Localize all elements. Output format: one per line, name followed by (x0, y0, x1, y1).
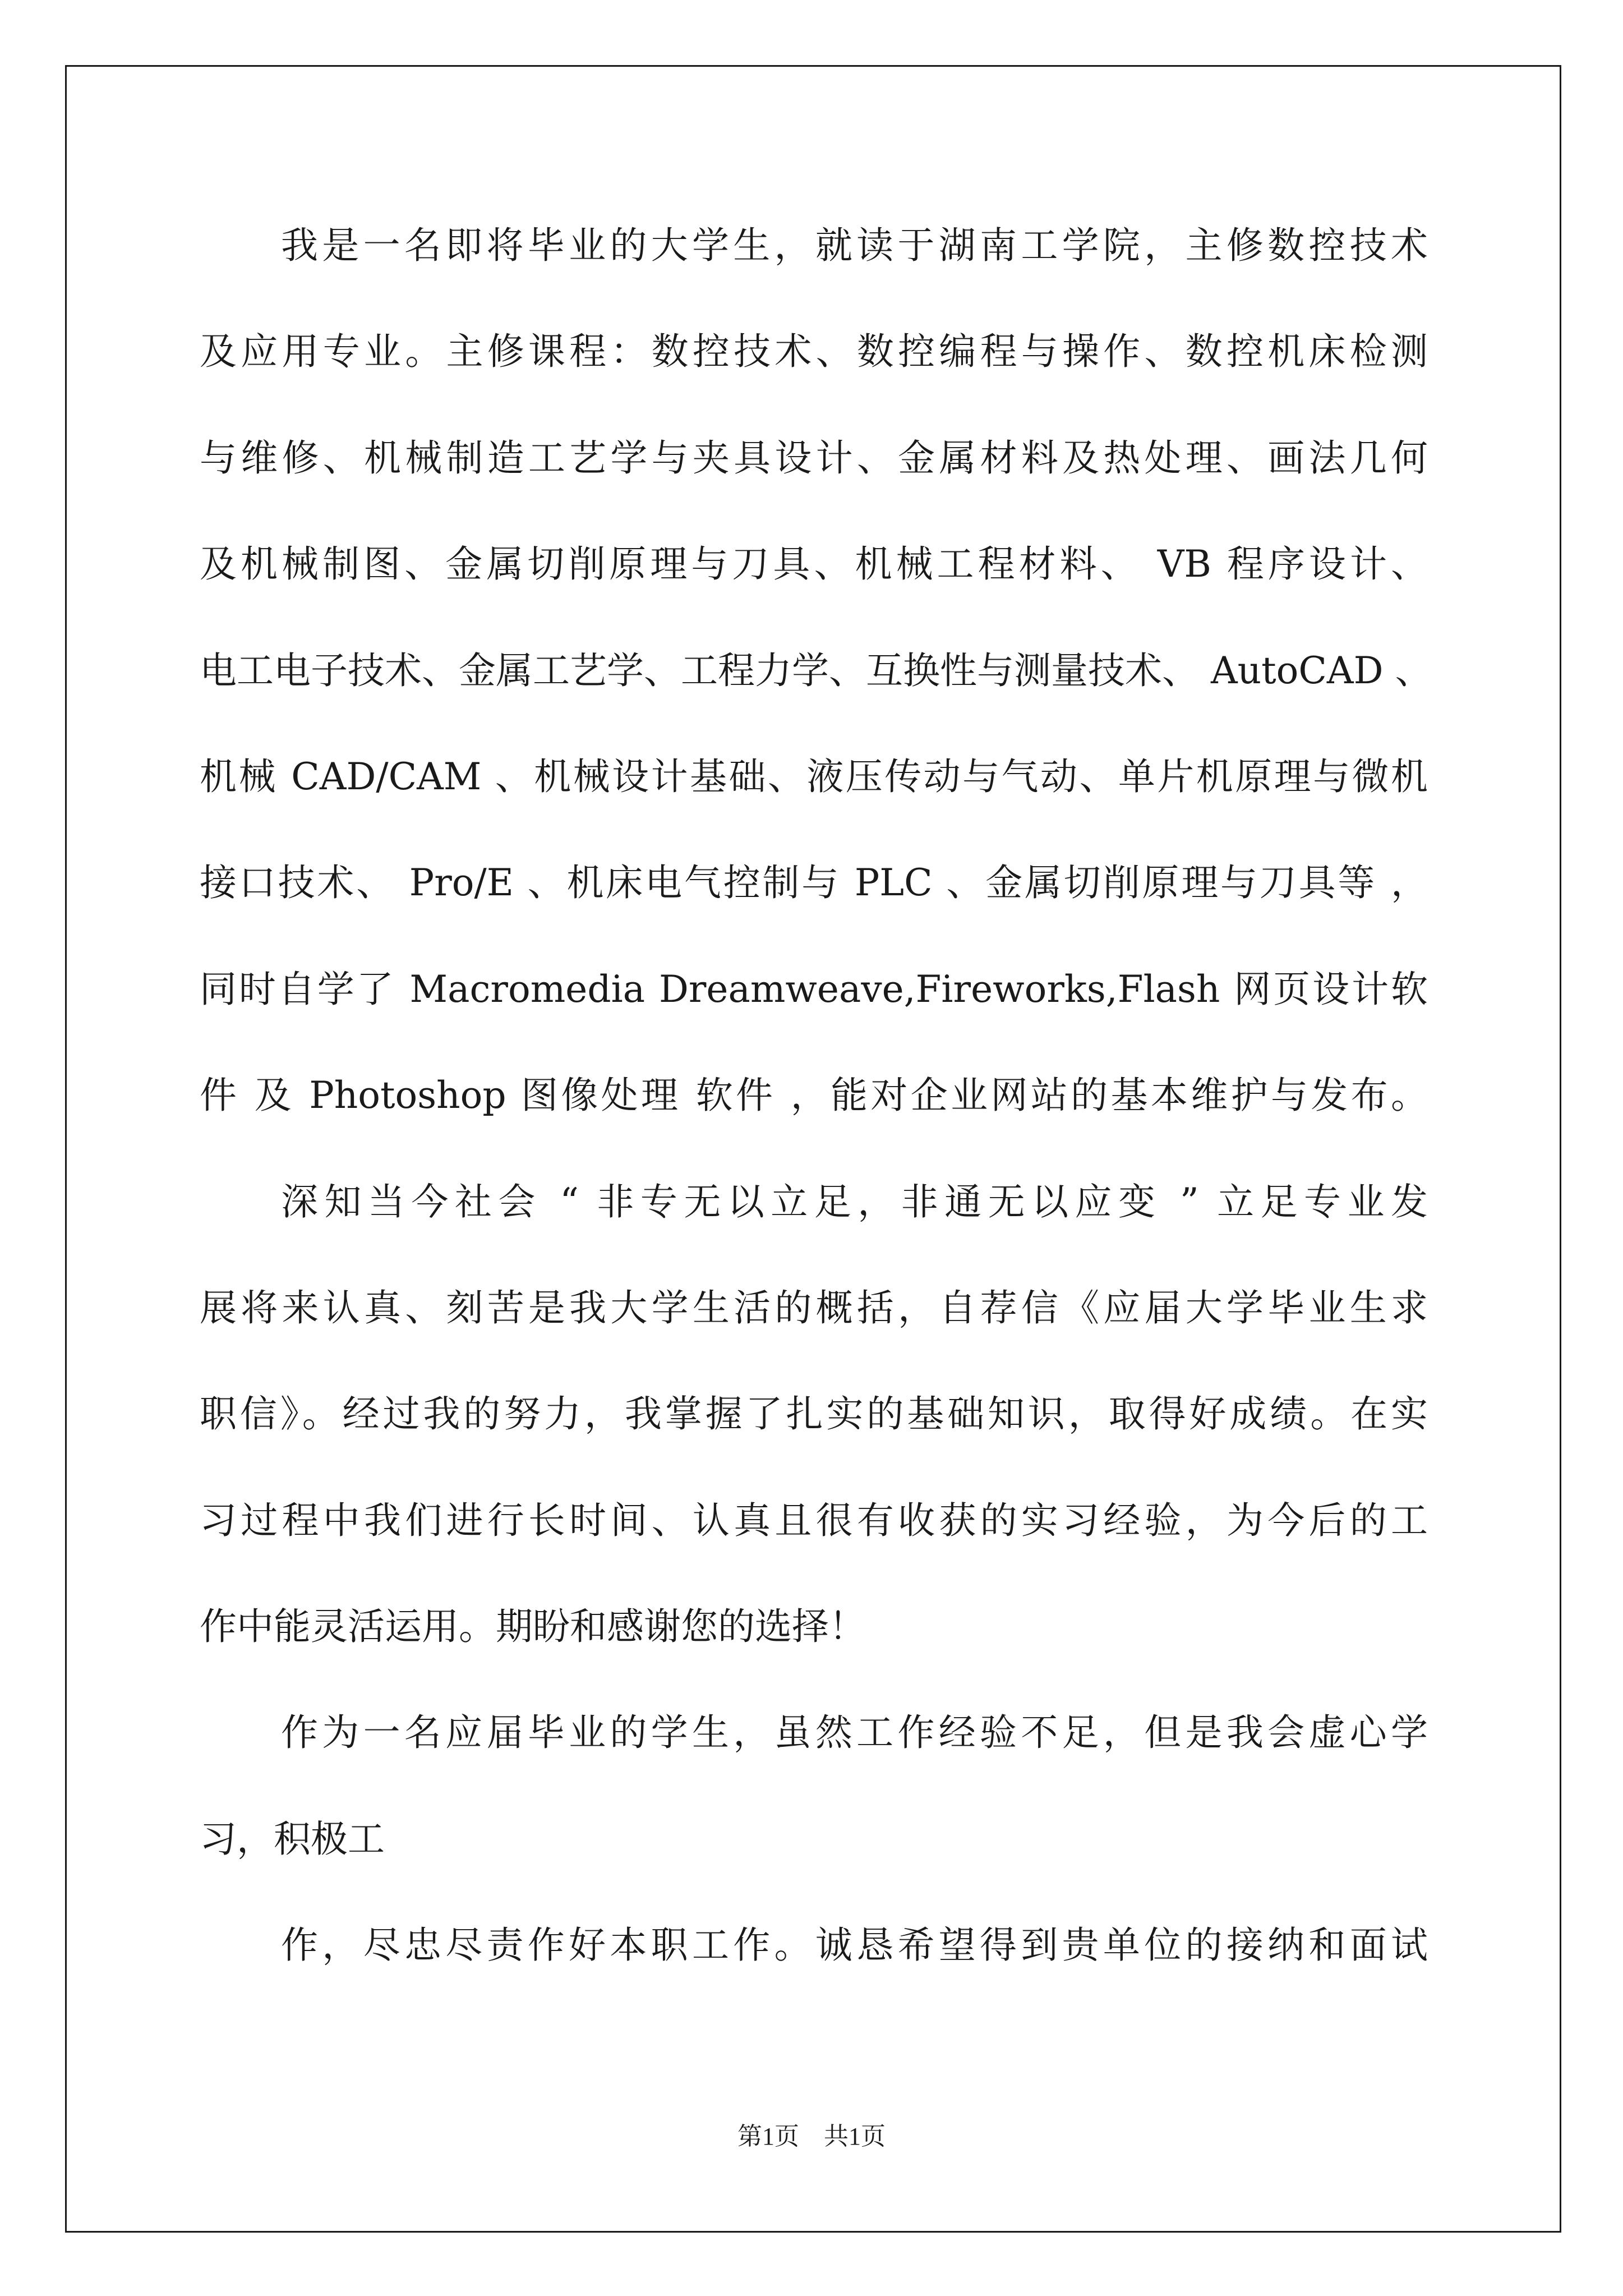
text-line: 作中能灵活运用。期盼和感谢您的选择！ (200, 1605, 866, 1649)
text-line: 习，积极工 (200, 1817, 385, 1861)
text-line: 电工电子技术、金属工艺学、工程力学、互换性与测量技术、 AutoCAD 、 (200, 648, 1432, 692)
text-line: 件 及 Photoshop 图像处理 软件 ，能对企业网站的基本维护与发布。 (200, 1074, 1428, 1117)
text-line: 深知当今社会 “ 非专无以立足，非通无以应变 ” 立足专业发 (281, 1180, 1428, 1223)
text-line: 及应用专业。主修课程：数控技术、数控编程与操作、数控机床检测 (200, 330, 1428, 374)
text-line: 习过程中我们进行长时间、认真且很有收获的实习经验，为今后的工 (200, 1498, 1428, 1542)
page-number-footer: 第1页 共1页 (737, 2123, 886, 2150)
text-line: 我是一名即将毕业的大学生，就读于湖南工学院，主修数控技术 (281, 224, 1428, 267)
text-line: 及机械制图、金属切削原理与刀具、机械工程材料、 VB 程序设计、 (200, 542, 1428, 586)
text-line: 与维修、机械制造工艺学与夹具设计、金属材料及热处理、画法几何 (200, 436, 1428, 480)
text-line: 作，尽忠尽责作好本职工作。诚恳希望得到贵单位的接纳和面试 (281, 1924, 1428, 1967)
text-line: 职信》。经过我的努力，我掌握了扎实的基础知识，取得好成绩。在实 (200, 1392, 1428, 1436)
text-line: 展将来认真、刻苦是我大学生活的概括，自荐信《应届大学毕业生求 (200, 1286, 1428, 1329)
text-line: 机械 CAD/CAM 、机械设计基础、液压传动与气动、单片机原理与微机 (200, 754, 1428, 798)
text-line: 同时自学了 Macromedia Dreamweave,Fireworks,Flash 网页设计软 (200, 967, 1428, 1011)
text-line: 作为一名应届毕业的学生，虽然工作经验不足，但是我会虚心学 (281, 1711, 1428, 1755)
document-body (200, 224, 1432, 2033)
text-line: 接口技术、 Pro/E 、机床电气控制与 PLC 、金属切削原理与刀具等 ， (200, 861, 1428, 905)
